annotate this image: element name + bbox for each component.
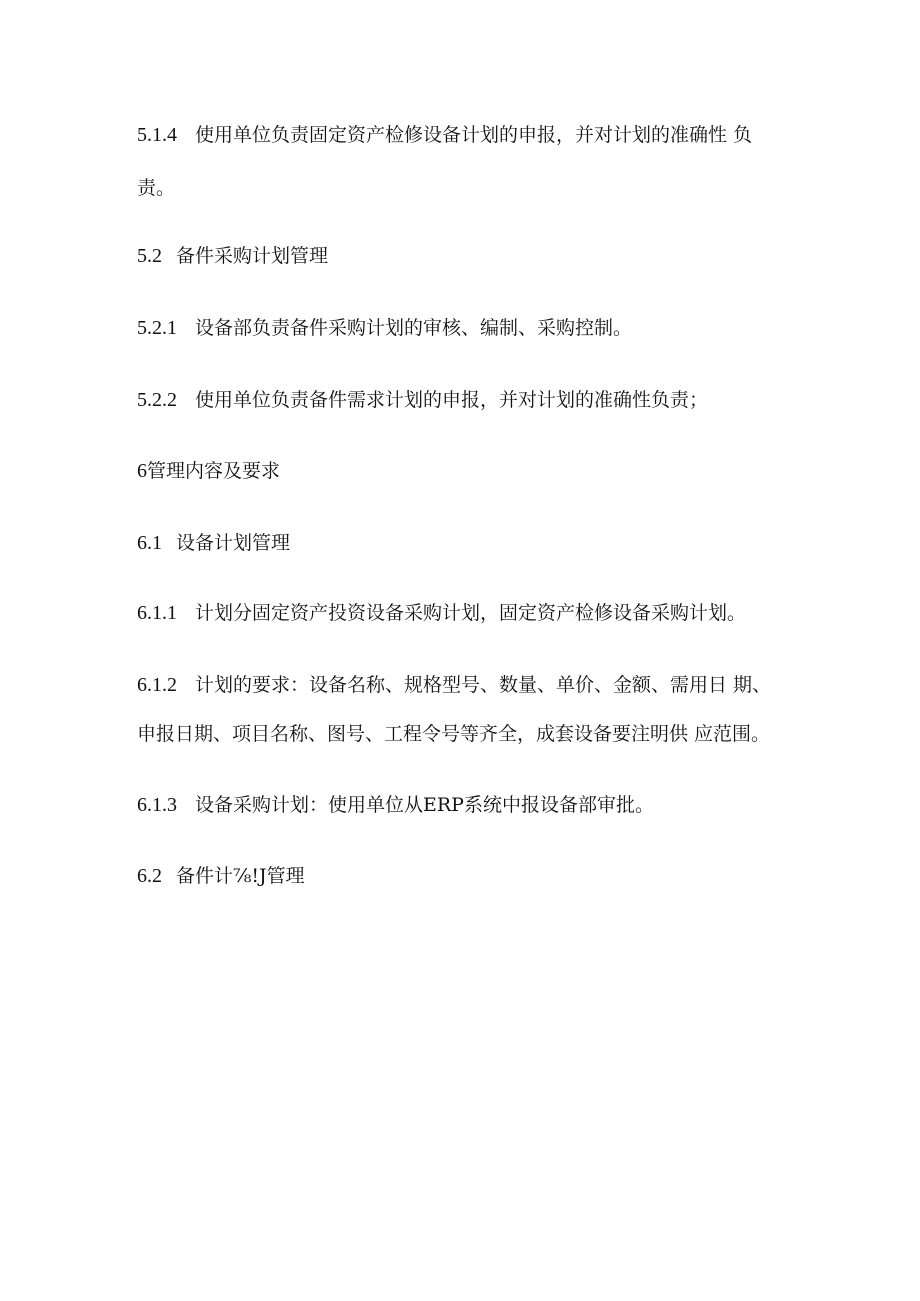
heading-5-2 <box>137 244 328 268</box>
paragraph-text: 设备采购计划：使用单位从ERP系统中报设备部审批。 <box>195 794 654 816</box>
heading-6 <box>137 459 280 483</box>
paragraph-6-1-2-continued <box>137 722 770 746</box>
section-number: 6.2 <box>137 865 162 887</box>
section-number: 5.2 <box>137 245 162 267</box>
paragraph-text: 计划分固定资产投资设备采购计划，固定资产检修设备采购计划。 <box>195 602 747 624</box>
paragraph-text: 计划的要求：设备名称、规格型号、数量、单价、金额、需用日 期、 <box>195 674 772 696</box>
heading-text: 管理内容及要求 <box>147 460 281 482</box>
heading-text: 备件计⅞!J管理 <box>176 865 305 887</box>
section-number: 5.2.1 <box>137 317 177 339</box>
section-number: 6 <box>137 460 147 482</box>
paragraph-5-2-2 <box>137 388 708 412</box>
paragraph-6-1-2 <box>137 673 771 697</box>
paragraph-text: 使用单位负责固定资产检修设备计划的申报，并对计划的准确性 负 <box>195 124 753 146</box>
heading-text: 设备计划管理 <box>176 532 291 554</box>
paragraph-5-1-4 <box>137 123 752 147</box>
paragraph-6-1-1 <box>137 601 746 625</box>
paragraph-5-2-1 <box>137 316 632 340</box>
heading-6-2 <box>137 864 305 888</box>
paragraph-5-1-4-continued <box>137 176 175 200</box>
paragraph-text: 责。 <box>137 177 176 199</box>
section-number: 5.2.2 <box>137 389 177 411</box>
heading-text: 备件采购计划管理 <box>176 245 329 267</box>
heading-6-1 <box>137 531 290 555</box>
paragraph-6-1-3 <box>137 793 654 817</box>
section-number: 6.1.2 <box>137 674 177 696</box>
section-number: 5.1.4 <box>137 124 177 146</box>
paragraph-text: 使用单位负责备件需求计划的申报，并对计划的准确性负责； <box>195 389 709 411</box>
section-number: 6.1 <box>137 532 162 554</box>
paragraph-text: 设备部负责备件采购计划的审核、编制、采购控制。 <box>195 317 633 339</box>
section-number: 6.1.1 <box>137 602 177 624</box>
paragraph-text: 申报日期、项目名称、图号、工程令号等齐全，成套设备要注明供 应范围。 <box>137 723 771 745</box>
section-number: 6.1.3 <box>137 794 177 816</box>
